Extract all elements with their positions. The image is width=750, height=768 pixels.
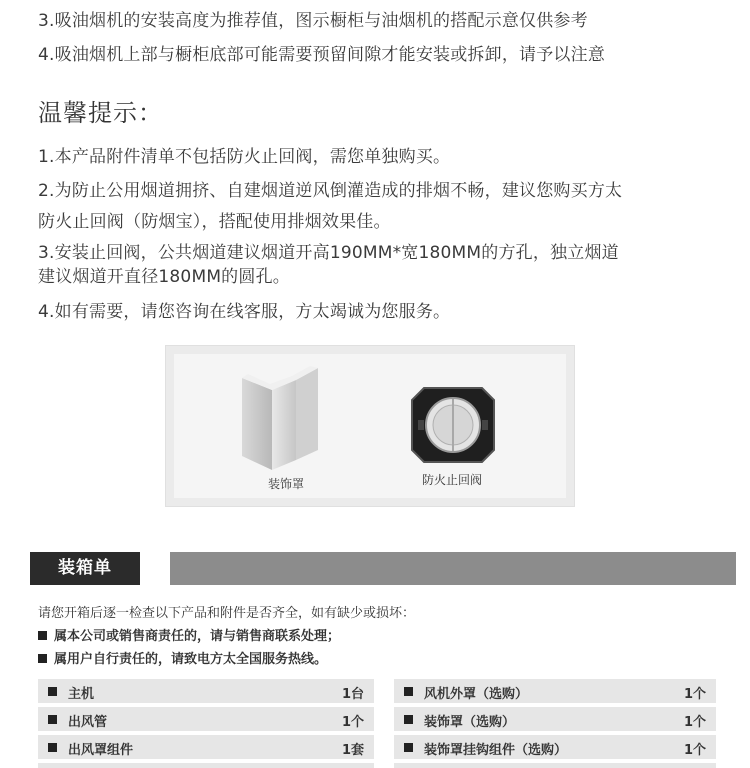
square-bullet-icon [404, 687, 413, 696]
header-divider [140, 552, 170, 585]
square-bullet-icon [48, 687, 57, 696]
tip-line-3: 3.安装止回阀，公共烟道建议烟道开高190MM*宽180MM的方孔，独立烟道 [38, 243, 619, 263]
decorative-cover-image [240, 364, 330, 472]
fire-check-valve-caption: 防火止回阀 [422, 473, 483, 487]
packing-item-row [394, 707, 716, 731]
packing-item-name: 风机外罩（选购） [424, 687, 529, 702]
install-note-3: 3.吸油烟机的安装高度为推荐值，图示橱柜与油烟机的搭配示意仅供参考 [38, 11, 588, 31]
install-note-4: 4.吸油烟机上部与橱柜底部可能需要预留间隙才能安装或拆卸，请予以注意 [38, 45, 606, 65]
square-bullet-icon [404, 743, 413, 752]
packing-item-row [38, 679, 374, 703]
packing-list-header-bar [30, 552, 736, 585]
packing-item-qty: 1个 [683, 715, 706, 730]
tip-line-1: 1.本产品附件清单不包括防火止回阀，需您单独购买。 [38, 147, 451, 167]
tip-line-2-cont: 防火止回阀（防烟宝），搭配使用排烟效果佳。 [38, 212, 391, 232]
packing-bullet-1-text: 属本公司或销售商责任的，请与销售商联系处理； [54, 629, 341, 644]
packing-item-qty: 1个 [341, 715, 364, 730]
packing-item-row [38, 735, 374, 759]
packing-item-row [394, 679, 716, 703]
accessory-figure [165, 345, 575, 507]
square-bullet-icon [404, 715, 413, 724]
packing-item-row [394, 735, 716, 759]
packing-item-row [38, 707, 374, 731]
packing-bullet-1 [38, 625, 340, 644]
tips-title: 温馨提示： [38, 99, 163, 127]
square-bullet-icon [48, 743, 57, 752]
square-bullet-icon [48, 715, 57, 724]
tip-line-2: 2.为防止公用烟道拥挤、自建烟道逆风倒灌造成的排烟不畅，建议您购买方太 [38, 181, 623, 201]
packing-item-row-partial [394, 763, 716, 768]
packing-item-name: 装饰罩（选购） [424, 715, 516, 730]
accessory-figure-panel [174, 354, 566, 498]
packing-item-qty: 1个 [683, 687, 706, 702]
packing-item-qty: 1个 [683, 743, 706, 758]
packing-item-name: 主机 [68, 687, 95, 702]
packing-item-name: 装饰罩挂钩组件（选购） [424, 743, 568, 758]
square-bullet-icon [38, 654, 47, 663]
packing-item-row-partial [38, 763, 374, 768]
packing-intro: 请您开箱后逐一检查以下产品和附件是否齐全，如有缺少或损坏： [38, 606, 416, 621]
packing-item-name: 出风管 [68, 715, 108, 730]
packing-item-qty: 1套 [341, 743, 364, 758]
packing-item-name: 出风罩组件 [68, 743, 134, 758]
packing-list-title: 装箱单 [30, 552, 140, 585]
packing-bullet-2 [38, 648, 327, 667]
square-bullet-icon [38, 631, 47, 640]
packing-bullet-2-text: 属用户自行责任的，请致电方太全国服务热线。 [54, 652, 328, 667]
packing-item-qty: 1台 [341, 687, 364, 702]
fire-check-valve-image [410, 384, 496, 466]
tip-line-4: 4.如有需要，请您咨询在线客服，方太竭诚为您服务。 [38, 302, 451, 322]
decorative-cover-caption: 装饰罩 [268, 477, 305, 491]
tip-line-3-cont: 建议烟道开直径180MM的圆孔。 [38, 267, 290, 287]
